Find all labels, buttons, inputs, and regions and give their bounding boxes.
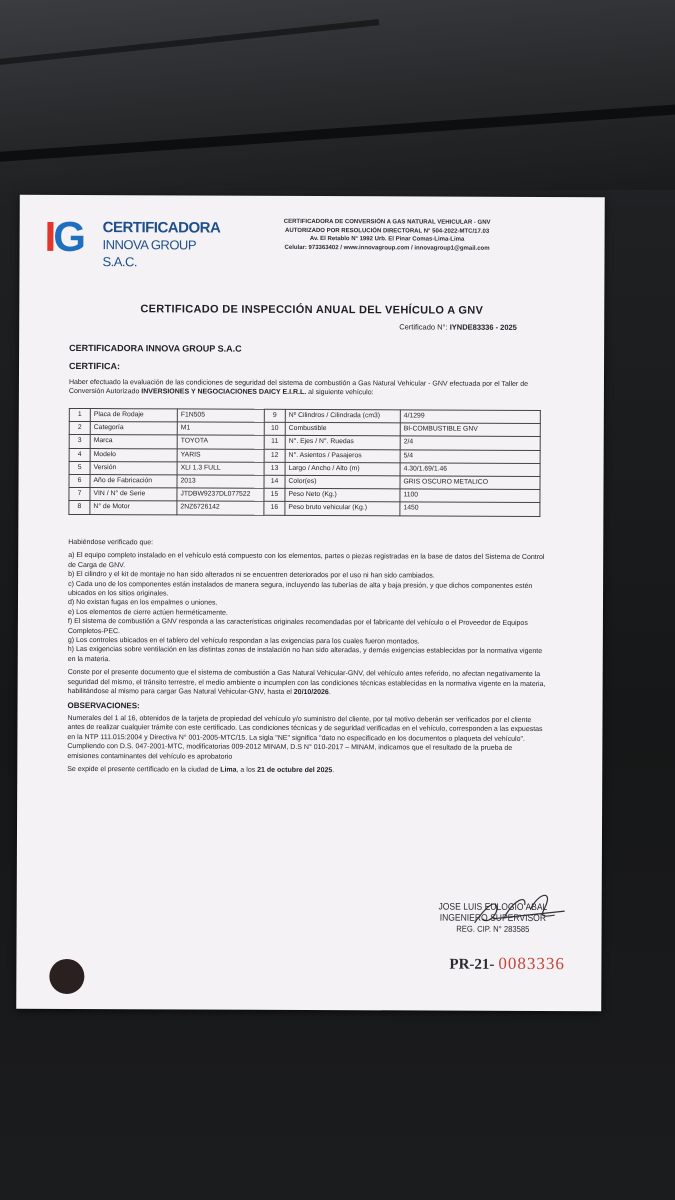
table-cell-k1: N° de Motor [90,501,177,515]
table-cell-v1: M1 [177,422,264,436]
table-cell-n2: 15 [264,488,285,501]
issued-end: . [332,767,335,775]
table-cell-n2: 14 [264,475,285,488]
conste-text: Conste por el presente documento que el sistema de combustión a Gas Natural Vehicular-GNV, del vehículo antes referido, no afectan negativamente la seguridad del mismo, el tránsito terrestre, el medio ambiente o incumplen con las condiciones técnicas establecidas en la normativa vigente en la materia, habilitándose al mismo para cargar Gas Natural Vehicular-GNV, hasta el [67,669,546,697]
observations-text: Numerales del 1 al 16, obtenidos de la tarjeta de propiedad del vehículo y/o suministro del cliente, por tal motivo deberán ser verificados por el cliente antes de realizar cualquier trámite con este certificado. Las condiciones técnicas y de seguridad verificadas en el vehículo, corresponden a las expuestas en la NTP 111.015:2004 y Directiva N° 001-2005-MTC/15. La sigla "NE" significa "dato no especificado en los documentos o plaqueta del vehículo". Cumpliendo con D.S. 047-2001-MTC, modificatorias 009-2012 MINAM, D.S N° 010-2017 – MINAM, indicamos que el resultado de la prueba de emisiones contaminantes del vehículo es aprobatorio [67,714,543,761]
header-info [240,218,535,253]
company-name: CERTIFICADORA INNOVA GROUP S.A.C [69,342,242,354]
signer-name: JOSE LUIS EULOGIO ABAL [438,901,548,914]
verification-list [68,551,546,666]
valid-until-date: 20/10/2026 [293,689,329,697]
header-line2: AUTORIZADO POR RESOLUCIÓN DIRECTORAL N° 504-2022-MTC/17.03 [285,227,490,235]
table-cell-n1: 8 [69,501,90,514]
table-cell-v1: YARIS [177,448,264,462]
issued-text: Se expide el presente certificado en la ciudad de [67,765,221,774]
table-cell-n2: 11 [264,436,285,449]
table-cell-k2: Peso Neto (Kg.) [285,489,400,503]
table-cell-k1: Categoría [90,422,177,436]
table-cell-v2: 4.30/1.69/1.46 [400,463,540,477]
verification-intro: Habiéndose verificado que: [68,538,154,547]
table-cell-v1: 2NZ6726142 [177,501,264,515]
table-cell-n1: 3 [69,435,90,448]
table-cell-n1: 4 [69,448,90,461]
table-cell-v2: 1450 [400,502,540,516]
table-cell-v1: 2013 [177,475,264,489]
verification-item: c) Cada uno de los componentes están instalados de manera segura, incluyendo las tuberías de alta y baja presión, y que dichos componentes estén ubicados en los sitios originales. [68,580,533,598]
table-cell-n2: 9 [264,409,285,422]
intro-text: Haber efectuado la evaluación de las condiciones de seguridad del sistema de combustión a Gas Natural Vehicular - GNV efectuada por el Taller de Conversión Autorizado [68,378,529,396]
table-cell-v1: JTDBW9237DL077522 [177,488,264,502]
table-cell-k2: Largo / Ancho / Alto (m) [285,462,400,476]
cert-no-label: Certificado N°: [399,322,448,332]
issued-paragraph [67,765,545,776]
verification-item: b) El cilindro y el kit de montaje no han sido alterados ni se encuentren deteriorados por el uso ni han sido cambiados. [68,571,435,580]
table-cell-n1: 7 [69,488,90,501]
signer-role: INGENIERO SUPERVISOR [439,912,547,925]
certifica-heading: CERTIFICA: [69,360,121,372]
table-cell-v1: F1N505 [177,409,264,423]
header-line1: CERTIFICADORA DE CONVERSIÓN A GAS NATURAL VEHICULAR - GNV [283,218,491,226]
table-cell-v1: TOYOTA [177,435,264,449]
header-address: Av. El Retablo N° 1992 Urb. El Pinar Comas-Lima-Lima [309,235,465,243]
verification-item: d) No existan fugas en los empalmes o uniones. [67,599,218,608]
table-cell-k2: Peso bruto vehicular (Kg.) [285,502,400,516]
logo-line2: INNOVA GROUP S.A.C. [102,237,196,270]
table-cell-v2: 1100 [400,489,540,503]
table-cell-v2: GRIS OSCURO METALICO [400,476,540,490]
table-cell-n2: 13 [264,462,285,475]
table-cell-n2: 10 [264,422,285,435]
certificate-document [16,195,605,1012]
table-cell-n1: 6 [69,474,90,487]
verification-item: h) Las exigencias sobre ventilación en las distintas zonas de instalación no han sido alteradas, y demás exigencias establecidas por la normativa vigente en la materia. [67,646,543,664]
verification-item: f) El sistema de combustión a GNV responda a las características originales recomendadas por el fabricante del vehículo o el Proveedor de Equipos Completos-PEC. [67,618,528,635]
company-logo [44,212,221,270]
table-cell-k1: Placa de Rodaje [90,409,177,423]
document-title: CERTIFICADO DE INSPECCIÓN ANUAL DEL VEHÍCULO A GNV [140,303,484,317]
intro-paragraph [69,378,549,398]
signer-block [437,902,550,935]
observations-heading: OBSERVACIONES: [67,700,140,710]
cert-no-value: IYNDE83336 - 2025 [449,322,517,332]
verification-item: a) El equipo completo instalado en el vehículo está compuesto con los elementos, partes o piezas registradas en la base de datos del Sistema de Control de Carga de GNV. [68,552,545,570]
table-cell-v2: 5/4 [400,449,540,463]
vehicle-table [68,408,540,517]
table-cell-n1: 1 [69,408,90,421]
table-cell-k1: Marca [90,435,177,449]
serial-prefix: PR-21- [449,956,495,973]
table-cell-k1: Modelo [90,448,177,462]
serial-value: 0083336 [498,953,565,974]
logo-mark: IG [44,212,84,261]
verification-item: e) Los elementos de cierre actúen herméticamente. [67,608,228,617]
signer-reg: REG. CIP. N° 283585 [456,923,530,934]
intro-end: al siguiente vehículo: [306,388,374,397]
table-cell-v2: BI-COMBUSTIBLE GNV [400,423,540,437]
punched-hole [49,959,84,994]
serial-number [449,954,565,975]
table-cell-k2: Combustible [285,423,400,437]
conste-end: . [328,689,331,697]
table-cell-v2: 4/1299 [400,410,540,424]
table-cell-k1: VIN / N° de Serie [90,488,177,502]
workshop-name: INVERSIONES Y NEGOCIACIONES DAICY E.I.R.L. [141,388,307,396]
table-cell-k2: Color(es) [285,475,400,489]
issued-text-2: , a los [236,766,258,774]
table-cell-k1: Versión [90,461,177,475]
table-cell-k1: Año de Fabricación [90,474,177,488]
table-cell-n2: 16 [264,502,285,515]
table-cell-k2: N°. Ejes / N°. Ruedas [285,436,400,450]
table-cell-v1: XLI 1.3 FULL [177,462,264,476]
header-contact: Celular: 973363402 / www.innovagroup.com / innovagroup1@gmail.com [284,244,490,252]
table-cell-n1: 5 [69,461,90,474]
table-cell-k2: Nº Cilindros / Cilindrada (cm3) [285,409,400,423]
table-row [69,501,540,516]
logo-line1: CERTIFICADORA [102,219,221,237]
verification-body [67,538,546,776]
table-cell-n1: 2 [69,422,90,435]
table-cell-k2: N°. Asientos / Pasajeros [285,449,400,463]
table-cell-v2: 2/4 [400,436,540,450]
conste-paragraph [68,668,546,698]
verification-item: g) Los controles ubicados en el tablero del vehículo respondan a las exigencias para los cuales fueron montados. [67,637,420,646]
logo-text [102,219,220,271]
issued-city: Lima [220,766,237,774]
issued-date: 21 de octubre del 2025 [257,766,333,775]
table-cell-n2: 12 [264,449,285,462]
certificate-number [399,322,517,332]
